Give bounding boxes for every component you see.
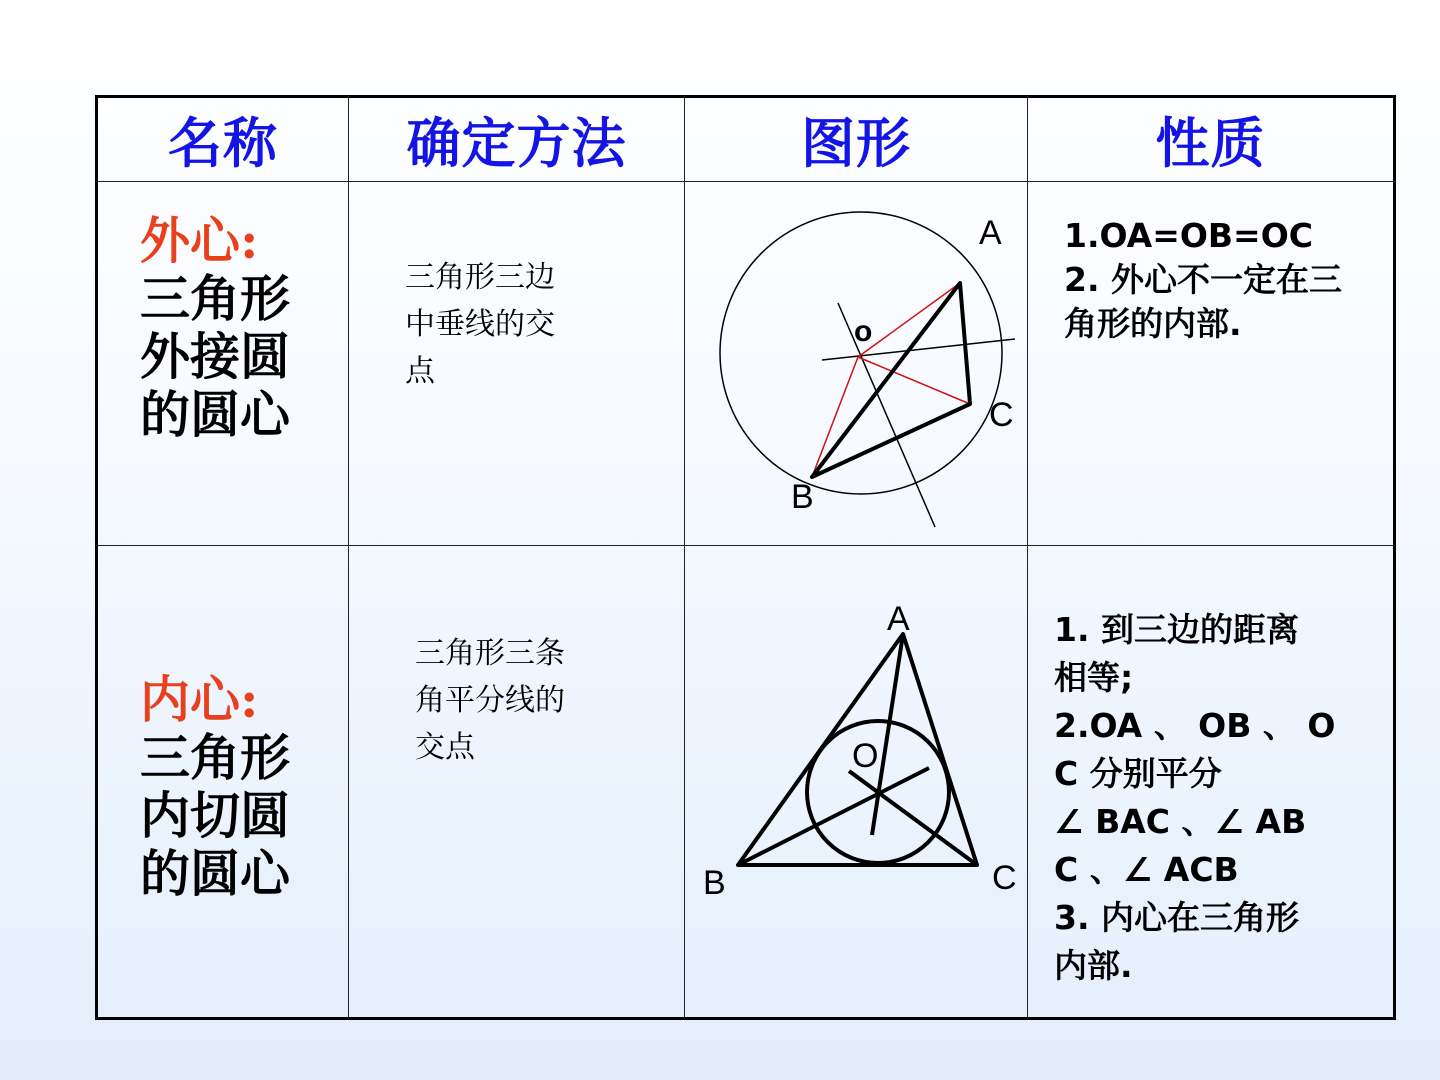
table-row-incenter: [97, 546, 1395, 1019]
property-line: 1. 到三边的距离: [1054, 610, 1299, 649]
header-figure: 图形: [685, 97, 1028, 182]
property-line: C 分别平分: [1054, 754, 1222, 793]
property-line: 3. 内心在三角形: [1054, 898, 1299, 937]
name-title: 内心:: [140, 670, 259, 729]
property-line: 2. 外心不一定在三: [1064, 260, 1342, 299]
vertex-label-a: A: [979, 214, 1002, 252]
cell-figure-circumcenter: [685, 182, 1028, 546]
header-row: [97, 97, 1395, 182]
name-line: 内切圆: [140, 786, 290, 845]
cell-method-circumcenter: [349, 182, 685, 546]
cell-name-incenter: [97, 546, 349, 1019]
property-line: 内部.: [1054, 946, 1133, 985]
cell-method-incenter: [349, 546, 685, 1019]
table-row-circumcenter: [97, 182, 1395, 546]
property-text-circumcenter: [1064, 214, 1342, 346]
vertex-label-a: A: [887, 600, 910, 638]
circumcircle: [720, 212, 1002, 494]
header-method: 确定方法: [349, 97, 685, 182]
method-line: 三角形三边: [405, 260, 555, 295]
vertex-label-b: B: [703, 864, 726, 902]
property-text-incenter: [1054, 606, 1335, 990]
header-name: 名称: [97, 97, 349, 182]
name-line: 外接圆: [140, 327, 290, 386]
property-line: C 、∠ ACB: [1054, 850, 1239, 889]
property-line: 相等;: [1054, 658, 1134, 697]
property-line: ∠ BAC 、∠ AB: [1054, 802, 1307, 841]
method-line: 中垂线的交: [405, 307, 555, 342]
incenter-figure: [685, 546, 1028, 1019]
name-line: 三角形: [140, 728, 290, 787]
name-block-circumcenter: [140, 212, 290, 444]
cell-property-incenter: [1028, 546, 1395, 1019]
cell-name-circumcenter: [97, 182, 349, 546]
name-line: 的圆心: [140, 844, 290, 903]
angle-bisector-b: [738, 768, 929, 865]
method-line: 角平分线的: [415, 683, 565, 718]
circumcenter-figure: [685, 182, 1028, 546]
property-line: 2.OA 、 OB 、 O: [1054, 706, 1336, 745]
center-label-o: O: [852, 737, 879, 775]
method-line: 三角形三条: [415, 636, 565, 671]
triangle-abc: [812, 283, 970, 477]
vertex-label-b: B: [791, 478, 814, 516]
method-text-circumcenter: [405, 254, 605, 395]
name-line: 的圆心: [140, 385, 290, 444]
name-title: 外心:: [140, 211, 259, 270]
name-line: 三角形: [140, 269, 290, 328]
name-block-incenter: [140, 671, 290, 903]
vertex-label-c: C: [989, 396, 1014, 434]
property-line: 角形的内部.: [1064, 304, 1242, 343]
header-property: 性质: [1028, 97, 1395, 182]
method-line: 交点: [415, 730, 475, 765]
cell-property-circumcenter: [1028, 182, 1395, 546]
method-line: 点: [405, 354, 435, 389]
cell-figure-incenter: [685, 546, 1028, 1019]
method-text-incenter: [415, 630, 615, 771]
property-line: 1.OA=OB=OC: [1064, 216, 1313, 255]
perpendicular-bisector-ac: [822, 339, 1015, 360]
comparison-table: [95, 95, 1396, 1020]
vertex-label-c: C: [992, 859, 1017, 897]
angle-bisector-c: [849, 771, 977, 865]
center-label-o: o: [854, 315, 873, 348]
